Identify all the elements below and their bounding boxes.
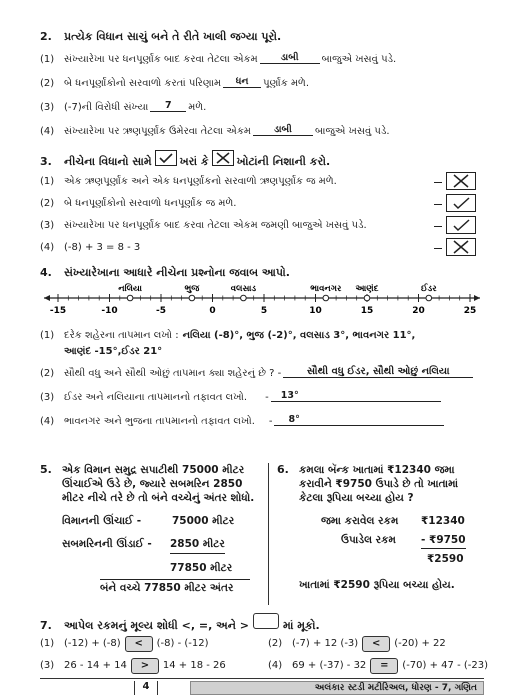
- tick-label: 10: [309, 306, 322, 316]
- q3-item-1: (1) એક ઋણપૂર્ણાંક અને એક ધનપૂર્ણાંકનો સરવાળો ઋણપૂર્ણાંક જ મળે.: [40, 176, 337, 187]
- q7-heading-row: 7. આપેલ રકમનું મૂલ્ય શોધી <, =, અને > માં મૂકો.: [40, 613, 484, 633]
- comparison-sign: =: [370, 658, 398, 674]
- q5-block: 5. એક વિમાન સમુદ્ર સપાટીથી 75000 મીટર ઊંચાઈએ ઉડે છે, જ્યારે સબમરિન 2850 મીટર નીચે તરે છે તો બંને વચ્ચેનું અંતર શોધો. વિમાનની ઊંચાઈ - 75000 મીટર સબમરિનની ઊંડાઈ - 2850 મીટર 77850 મીટર બંને વચ્ચે 77850 મીટર અંતર: [40, 463, 255, 594]
- number-line: [40, 278, 484, 318]
- answer-dash: [434, 204, 442, 205]
- q2-item-1: (1) સંખ્યારેખા પર ધનપૂર્ણાંક બાદ કરવા તેટલા એકમ ડાબી બાજુએ ખસવું પડે.: [40, 52, 397, 65]
- q2-item-3: (3) (-7)ની વિરોધી સંખ્યા 7 મળે.: [40, 100, 207, 113]
- tick-label: 20: [412, 306, 425, 316]
- q2-answer-4: ડાબી: [253, 124, 313, 136]
- q2-answer-3: 7: [150, 100, 186, 112]
- q4-item-1-cont: આણંદ -15°,ઈડર 21°: [64, 346, 163, 357]
- q3-item-4: (4) (-8) + 3 = 8 - 3: [40, 242, 141, 253]
- q4-answer-4: 8°: [274, 414, 444, 426]
- empty-answer-box: [253, 613, 279, 629]
- q2-heading-row: [40, 30, 484, 44]
- comparison-sign: <: [362, 636, 390, 652]
- q2-item-2: (2) બે ધનપૂર્ણાંકોનો સરવાળો કરતાં પરિણામ ધન પૂર્ણાંક મળે.: [40, 76, 310, 89]
- tick-label: 0: [209, 306, 216, 316]
- city-point: [364, 295, 370, 301]
- city-point: [127, 295, 133, 301]
- tick-icon: [155, 150, 177, 166]
- q4-number: 4.: [40, 266, 52, 279]
- tick-icon: [447, 217, 475, 233]
- q4-heading-row: 4. સંખ્યારેખાના આધારે નીચેના પ્રશ્નોના જવાબ આપો.: [40, 266, 290, 279]
- q4-answer-2: સૌથી વધુ ઈડર, સૌથી ઓછું નલિયા: [283, 366, 473, 378]
- q2-heading: પ્રત્યેક વિધાન સાચું બને તે રીતે ખાલી જગ્યા પૂરો.: [64, 30, 282, 43]
- arrow-right-icon: [474, 295, 480, 301]
- tick-label: -10: [101, 306, 118, 316]
- q2-number: 2.: [40, 30, 52, 43]
- answer-dash: [434, 182, 442, 183]
- answer-box-tick: [446, 216, 476, 234]
- q3-item-2: (2) બે ધનપૂર્ણાંકોનો સરવાળો ધનપૂર્ણાંક જ મળે.: [40, 198, 237, 209]
- city-label: વલસાડ: [230, 284, 257, 294]
- answer-box-tick: [446, 194, 476, 212]
- q4-item-1: (1) દરેક શહેરના તાપમાન લખો : નલિયા (-8)°, ભુજ (-2)°, વલસાડ 3°, ભાવનગર 11°,: [40, 330, 416, 341]
- arrow-left-icon: [44, 295, 50, 301]
- answer-dash: [434, 226, 442, 227]
- cross-icon: [447, 239, 475, 255]
- city-label: ઈડર: [420, 284, 437, 294]
- q3-number: 3.: [40, 155, 52, 168]
- tick-label: -15: [49, 306, 67, 316]
- q4-answer-1: નલિયા (-8)°, ભુજ (-2)°, વલસાડ 3°, ભાવનગર 11°,: [182, 330, 416, 341]
- tick-label: 5: [260, 306, 268, 316]
- tick-label: 15: [360, 306, 374, 316]
- footer-title: અલંકાર સ્ટડી મટીરિઅલ, ધોરણ - 7, ગણિત: [190, 681, 484, 695]
- tick-icon: [447, 195, 475, 211]
- q3-item-3: (3) સંખ્યારેખા પર ધનપૂર્ણાંક બાદ કરવા તેટલા એકમ જમણી બાજુએ ખસવું પડે.: [40, 220, 367, 231]
- q2-answer-1: ડાબી: [260, 52, 320, 64]
- city-label: આણંદ: [355, 284, 379, 294]
- city-label: નલિયા: [118, 284, 142, 294]
- city-point: [426, 295, 432, 301]
- q4-item-2: (2) સૌથી વધુ અને સૌથી ઓછું તાપમાન ક્યા શહેરનું છે ? - સૌથી વધુ ઈડર, સૌથી ઓછું નલિયા: [40, 368, 484, 380]
- cross-icon: [447, 173, 475, 189]
- tick-label: 25: [463, 306, 477, 316]
- q4-answer-3: 13°: [271, 390, 441, 402]
- q7-item-2: (2) (-7) + 12 (-3) < (-20) + 22: [268, 636, 446, 652]
- q3-heading-row: 3. નીચેના વિધાનો સામે ખરાં કે ખોટાંની નિશાની કરો.: [40, 150, 484, 169]
- city-point: [323, 295, 329, 301]
- answer-box-cross: [446, 238, 476, 256]
- page-footer: [40, 678, 484, 692]
- city-label: ભુજ: [184, 284, 200, 294]
- q7-number: 7.: [40, 619, 52, 632]
- q2-item-4: (4) સંખ્યારેખા પર ઋણપૂર્ણાંક ઉમેરવા તેટલા એકમ ડાબી બાજુએ ખસવું પડે.: [40, 124, 390, 137]
- q7-item-1: (1) (-12) + (-8) < (-8) - (-12): [40, 636, 260, 652]
- page-number: 4: [134, 681, 158, 695]
- comparison-sign: <: [125, 636, 153, 652]
- q4-item-3: (3) ઈડર અને નલિયાના તાપમાનનો તફાવત લખો. - 13°: [40, 392, 484, 404]
- city-point: [241, 295, 247, 301]
- q6-block: 6. કમલા બૅન્ક ખાતામાં ₹12340 જમા કરાવીને ₹9750 ઉપાડે છે તો ખાતામાં કેટલા રૂપિયા બચ્યા હોય ? જમા કરાવેલ રકમ ₹12340 ઉપાડેલ રકમ - ₹9750 ₹2590 ખાતામાં ₹2590 રૂપિયા બચ્યા હોય.: [268, 463, 484, 605]
- answer-dash: [434, 248, 442, 249]
- tick-label: -5: [156, 306, 166, 316]
- q2-answer-2: ધન: [223, 76, 261, 88]
- q4-item-4: (4) ભાવનગર અને ભુજના તાપમાનનો તફાવત લખો. - 8°: [40, 416, 484, 428]
- city-point: [189, 295, 195, 301]
- q7-item-3: (3) 26 - 14 + 14 > 14 + 18 - 26: [40, 658, 260, 674]
- city-label: ભાવનગર: [310, 284, 342, 294]
- q7-item-4: (4) 69 + (-37) - 32 = (-70) + 47 - (-23): [268, 658, 488, 674]
- answer-box-cross: [446, 172, 476, 190]
- cross-icon: [212, 150, 234, 166]
- comparison-sign: >: [131, 658, 159, 674]
